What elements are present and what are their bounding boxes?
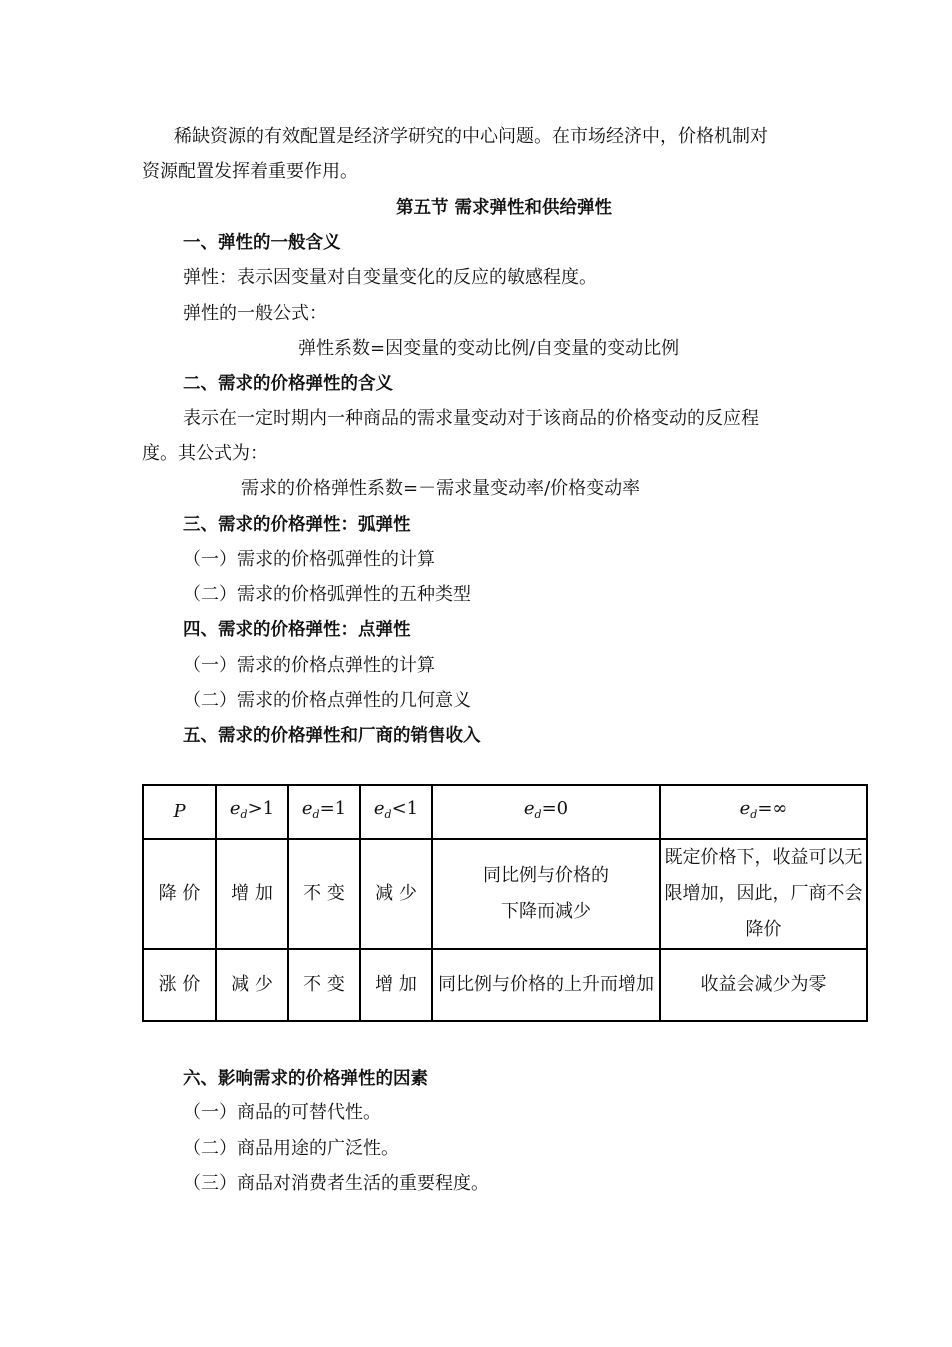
table-cell: 同比例与价格的上升而增加 xyxy=(432,949,660,1021)
elasticity-definition: 弹性：表示因变量对自变量变化的反应的敏感程度。 xyxy=(183,267,597,288)
list-item: （三）商品对消费者生活的重要程度。 xyxy=(183,1173,489,1194)
general-formula-intro: 弹性的一般公式： xyxy=(183,303,327,324)
intro-line-1: 稀缺资源的有效配置是经济学研究的中心问题。在市场经济中，价格机制对 xyxy=(174,126,768,147)
row-label-price-cut: 降 价 xyxy=(143,839,216,949)
table-cell: 收益会减少为零 xyxy=(660,949,867,1021)
header-perfectly-inelastic: $e_d=0$ xyxy=(432,785,660,839)
heading-5: 五、需求的价格弹性和厂商的销售收入 xyxy=(183,726,481,746)
header-unit-elastic: $e_d=1$ xyxy=(288,785,360,839)
table-cell: 增 加 xyxy=(360,949,432,1021)
list-item: （一）需求的价格弧弹性的计算 xyxy=(183,549,435,570)
heading-6: 六、影响需求的价格弹性的因素 xyxy=(183,1069,428,1089)
table-header-row xyxy=(143,785,867,839)
header-perfectly-elastic: $e_d=\infty$ xyxy=(660,785,867,839)
header-inelastic: $e_d<1$ xyxy=(360,785,432,839)
header-elastic: $e_d>1$ xyxy=(216,785,288,839)
list-item: （一）需求的价格点弹性的计算 xyxy=(183,655,435,676)
elasticity-revenue-table xyxy=(142,784,868,1022)
table-row xyxy=(143,839,867,949)
list-item: （二）商品用途的广泛性。 xyxy=(183,1138,399,1159)
table-cell: 同比例与价格的 下降而减少 xyxy=(432,839,660,949)
table-cell: 不 变 xyxy=(288,949,360,1021)
heading-2: 二、需求的价格弹性的含义 xyxy=(183,374,393,394)
price-header: P xyxy=(143,785,216,839)
table-row xyxy=(143,949,867,1021)
heading-3: 三、需求的价格弹性：弧弹性 xyxy=(183,515,411,535)
heading-4: 四、需求的价格弹性：点弹性 xyxy=(183,620,411,640)
table-cell: 不 变 xyxy=(288,839,360,949)
table-cell: 减 少 xyxy=(360,839,432,949)
paragraph-2-line-1: 表示在一定时期内一种商品的需求量变动对于该商品的价格变动的反应程 xyxy=(183,408,759,429)
list-item: （一）商品的可替代性。 xyxy=(183,1102,381,1123)
list-item: （二）需求的价格点弹性的几何意义 xyxy=(183,690,471,711)
row-label-price-rise: 涨 价 xyxy=(143,949,216,1021)
list-item: （二）需求的价格弧弹性的五种类型 xyxy=(183,584,471,605)
price-elasticity-formula: 需求的价格弹性系数=－需求量变动率/价格变动率 xyxy=(241,478,641,499)
heading-1: 一、弹性的一般含义 xyxy=(183,233,341,253)
intro-line-2: 资源配置发挥着重要作用。 xyxy=(142,161,358,182)
paragraph-2-line-2: 度。其公式为： xyxy=(142,443,268,464)
table-cell: 增 加 xyxy=(216,839,288,949)
general-formula: 弹性系数=因变量的变动比例/自变量的变动比例 xyxy=(298,338,680,359)
section-title: 第五节 需求弹性和供给弹性 xyxy=(395,198,613,218)
table-cell: 减 少 xyxy=(216,949,288,1021)
table-cell: 既定价格下，收益可以无限增加，因此，厂商不会降价 xyxy=(660,839,867,949)
